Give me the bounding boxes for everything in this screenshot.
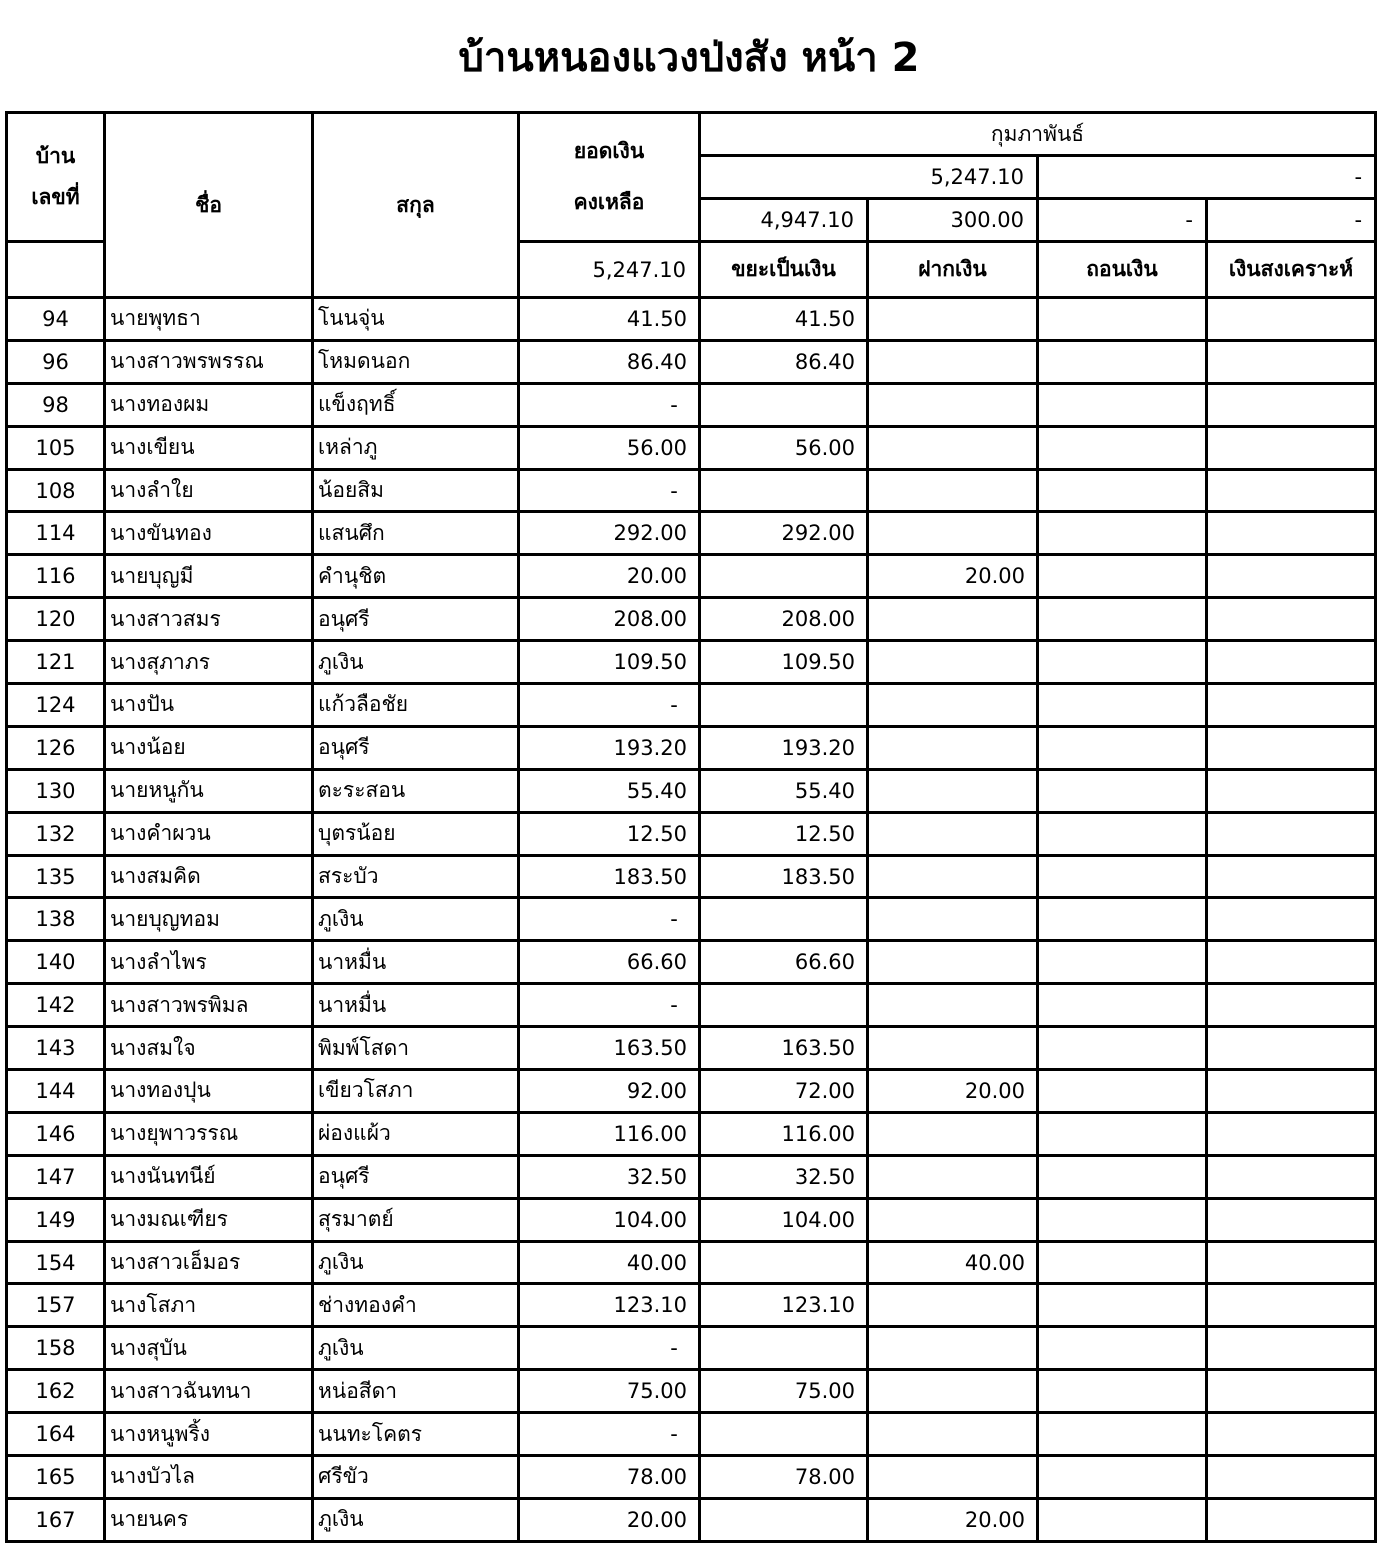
house-no-cell: 108	[7, 469, 105, 512]
deposit-cell	[868, 1027, 1038, 1070]
balance-cell: -	[519, 383, 700, 426]
deposit-cell	[868, 1155, 1038, 1198]
withdraw-cell	[1038, 1413, 1207, 1456]
withdraw-cell	[1038, 1070, 1207, 1113]
surname-cell: ผ่องแผ้ว	[313, 1112, 519, 1155]
name-cell: นางบัวไล	[105, 1456, 313, 1499]
surname-cell: ภูเงิน	[313, 898, 519, 941]
deposit-cell: 20.00	[868, 1498, 1038, 1541]
surname-cell: อนุศรี	[313, 726, 519, 769]
waste-cell: 86.40	[700, 340, 868, 383]
surname-cell: นนทะโคตร	[313, 1413, 519, 1456]
table-row	[7, 855, 1376, 898]
surname-cell: ภูเงิน	[313, 1498, 519, 1541]
name-cell: นางทองผม	[105, 383, 313, 426]
balance-cell: 40.00	[519, 1241, 700, 1284]
house-no-cell: 157	[7, 1284, 105, 1327]
waste-cell	[700, 1413, 868, 1456]
balance-cell: 104.00	[519, 1198, 700, 1241]
table-row	[7, 1456, 1376, 1499]
waste-cell	[700, 898, 868, 941]
house-no-cell: 144	[7, 1070, 105, 1113]
house-no-cell: 105	[7, 426, 105, 469]
balance-cell: 32.50	[519, 1155, 700, 1198]
withdraw-cell	[1038, 769, 1207, 812]
deposit-cell	[868, 1284, 1038, 1327]
balance-cell: 20.00	[519, 1498, 700, 1541]
house-no-cell: 146	[7, 1112, 105, 1155]
table-row	[7, 898, 1376, 941]
balance-cell: 292.00	[519, 512, 700, 555]
balance-cell: 86.40	[519, 340, 700, 383]
header-col-withdraw: ถอนเงิน	[1038, 242, 1207, 298]
surname-cell: โนนจุ่น	[313, 298, 519, 341]
withdraw-cell	[1038, 1456, 1207, 1499]
surname-cell: เหล่าภู	[313, 426, 519, 469]
waste-cell	[700, 1327, 868, 1370]
balance-cell: -	[519, 1413, 700, 1456]
deposit-cell	[868, 383, 1038, 426]
waste-cell	[700, 984, 868, 1027]
name-cell: นางปัน	[105, 684, 313, 727]
deposit-cell	[868, 726, 1038, 769]
header-month: กุมภาพันธ์	[700, 113, 1376, 156]
header-welfare-total: -	[1207, 199, 1376, 242]
house-no-cell: 140	[7, 941, 105, 984]
name-cell: นางเขียน	[105, 426, 313, 469]
header-surname: สกุล	[313, 113, 519, 298]
surname-cell: นาหมื่น	[313, 984, 519, 1027]
deposit-cell	[868, 855, 1038, 898]
waste-cell: 104.00	[700, 1198, 868, 1241]
welfare-cell	[1207, 1413, 1376, 1456]
welfare-cell	[1207, 1112, 1376, 1155]
table-row	[7, 984, 1376, 1027]
balance-cell: -	[519, 984, 700, 1027]
welfare-cell	[1207, 298, 1376, 341]
house-no-cell: 162	[7, 1370, 105, 1413]
name-cell: นางสาวพรพิมล	[105, 984, 313, 1027]
table-row	[7, 383, 1376, 426]
balance-cell: 183.50	[519, 855, 700, 898]
balance-cell: -	[519, 684, 700, 727]
balance-cell: 78.00	[519, 1456, 700, 1499]
waste-cell	[700, 1241, 868, 1284]
header-balance	[519, 113, 700, 242]
house-no-cell: 138	[7, 898, 105, 941]
withdraw-cell	[1038, 641, 1207, 684]
header-deposit-total: 300.00	[868, 199, 1038, 242]
waste-cell: 56.00	[700, 426, 868, 469]
name-cell: นางหนูพริ้ง	[105, 1413, 313, 1456]
surname-cell: คำนุชิต	[313, 555, 519, 598]
welfare-cell	[1207, 469, 1376, 512]
table-row	[7, 1284, 1376, 1327]
house-no-cell: 165	[7, 1456, 105, 1499]
house-no-cell: 126	[7, 726, 105, 769]
deposit-cell: 40.00	[868, 1241, 1038, 1284]
waste-cell: 193.20	[700, 726, 868, 769]
deposit-cell	[868, 1413, 1038, 1456]
table-row	[7, 1327, 1376, 1370]
name-cell: นางมณเฑียร	[105, 1198, 313, 1241]
surname-cell: สระบัว	[313, 855, 519, 898]
surname-cell: หน่อสีดา	[313, 1370, 519, 1413]
table-row	[7, 1198, 1376, 1241]
header-col-waste: ขยะเป็นเงิน	[700, 242, 868, 298]
surname-cell: อนุศรี	[313, 1155, 519, 1198]
welfare-cell	[1207, 898, 1376, 941]
waste-cell	[700, 383, 868, 426]
balance-cell: 163.50	[519, 1027, 700, 1070]
surname-cell: นาหมื่น	[313, 941, 519, 984]
house-no-cell: 167	[7, 1498, 105, 1541]
name-cell: นางสาวพรพรรณ	[105, 340, 313, 383]
withdraw-cell	[1038, 512, 1207, 555]
withdraw-cell	[1038, 598, 1207, 641]
deposit-cell	[868, 812, 1038, 855]
name-cell: นางสมคิด	[105, 855, 313, 898]
deposit-cell	[868, 1112, 1038, 1155]
header-balance-line2: คงเหลือ	[573, 190, 645, 214]
welfare-cell	[1207, 1155, 1376, 1198]
welfare-cell	[1207, 1027, 1376, 1070]
welfare-cell	[1207, 1370, 1376, 1413]
deposit-cell	[868, 769, 1038, 812]
welfare-cell	[1207, 340, 1376, 383]
balance-cell: 41.50	[519, 298, 700, 341]
table-row	[7, 469, 1376, 512]
deposit-cell	[868, 1198, 1038, 1241]
table-row	[7, 684, 1376, 727]
header-month-total-in: 5,247.10	[700, 156, 1038, 199]
waste-cell: 163.50	[700, 1027, 868, 1070]
deposit-cell	[868, 984, 1038, 1027]
name-cell: นางสุภาภร	[105, 641, 313, 684]
welfare-cell	[1207, 1498, 1376, 1541]
table-row	[7, 1070, 1376, 1113]
withdraw-cell	[1038, 1327, 1207, 1370]
surname-cell: ศรีขัว	[313, 1456, 519, 1499]
name-cell: นายนคร	[105, 1498, 313, 1541]
deposit-cell	[868, 1327, 1038, 1370]
house-no-cell: 121	[7, 641, 105, 684]
name-cell: นางสาวเอ็มอร	[105, 1241, 313, 1284]
welfare-cell	[1207, 641, 1376, 684]
deposit-cell	[868, 298, 1038, 341]
house-no-cell: 96	[7, 340, 105, 383]
balance-cell: 193.20	[519, 726, 700, 769]
waste-cell: 123.10	[700, 1284, 868, 1327]
balance-cell: 109.50	[519, 641, 700, 684]
header-name: ชื่อ	[105, 113, 313, 298]
withdraw-cell	[1038, 426, 1207, 469]
waste-cell: 292.00	[700, 512, 868, 555]
deposit-cell	[868, 684, 1038, 727]
name-cell: นายหนูกัน	[105, 769, 313, 812]
name-cell: นางทองปุน	[105, 1070, 313, 1113]
name-cell: นางลำไพร	[105, 941, 313, 984]
house-no-cell: 147	[7, 1155, 105, 1198]
waste-cell: 12.50	[700, 812, 868, 855]
surname-cell: ช่างทองคำ	[313, 1284, 519, 1327]
welfare-cell	[1207, 1456, 1376, 1499]
name-cell: นางสาวฉันทนา	[105, 1370, 313, 1413]
withdraw-cell	[1038, 1112, 1207, 1155]
house-no-cell: 158	[7, 1327, 105, 1370]
deposit-cell	[868, 941, 1038, 984]
balance-cell: 55.40	[519, 769, 700, 812]
deposit-cell	[868, 469, 1038, 512]
header-house-no-line1: บ้าน	[35, 144, 76, 168]
surname-cell: เขียวโสภา	[313, 1070, 519, 1113]
header-col-welfare: เงินสงเคราะห์	[1207, 242, 1376, 298]
waste-cell	[700, 555, 868, 598]
house-no-cell: 135	[7, 855, 105, 898]
welfare-cell	[1207, 598, 1376, 641]
house-no-cell: 116	[7, 555, 105, 598]
name-cell: นายบุญมี	[105, 555, 313, 598]
name-cell: นางโสภา	[105, 1284, 313, 1327]
waste-cell: 66.60	[700, 941, 868, 984]
deposit-cell	[868, 898, 1038, 941]
table-row	[7, 1241, 1376, 1284]
balance-cell: 208.00	[519, 598, 700, 641]
welfare-cell	[1207, 1070, 1376, 1113]
surname-cell: พิมพ์โสดา	[313, 1027, 519, 1070]
waste-cell	[700, 469, 868, 512]
balance-cell: -	[519, 898, 700, 941]
table-row	[7, 298, 1376, 341]
withdraw-cell	[1038, 1498, 1207, 1541]
withdraw-cell	[1038, 469, 1207, 512]
table-row	[7, 941, 1376, 984]
header-house-no-line2: เลขที่	[31, 185, 80, 209]
name-cell: นางขันทอง	[105, 512, 313, 555]
welfare-cell	[1207, 726, 1376, 769]
deposit-cell	[868, 641, 1038, 684]
deposit-cell: 20.00	[868, 1070, 1038, 1113]
withdraw-cell	[1038, 941, 1207, 984]
balance-cell: 12.50	[519, 812, 700, 855]
house-no-cell: 124	[7, 684, 105, 727]
surname-cell: แก้วลือชัย	[313, 684, 519, 727]
house-no-cell: 149	[7, 1198, 105, 1241]
table-row	[7, 1498, 1376, 1541]
welfare-cell	[1207, 684, 1376, 727]
header-withdraw-total: -	[1038, 199, 1207, 242]
welfare-cell	[1207, 1327, 1376, 1370]
name-cell: นางสาวสมร	[105, 598, 313, 641]
withdraw-cell	[1038, 298, 1207, 341]
table-body	[7, 298, 1376, 1542]
withdraw-cell	[1038, 1241, 1207, 1284]
waste-cell: 183.50	[700, 855, 868, 898]
welfare-cell	[1207, 812, 1376, 855]
withdraw-cell	[1038, 555, 1207, 598]
table-row	[7, 1370, 1376, 1413]
welfare-cell	[1207, 512, 1376, 555]
welfare-cell	[1207, 555, 1376, 598]
welfare-cell	[1207, 426, 1376, 469]
balance-cell: 116.00	[519, 1112, 700, 1155]
withdraw-cell	[1038, 855, 1207, 898]
table-row	[7, 340, 1376, 383]
welfare-cell	[1207, 1241, 1376, 1284]
waste-cell: 55.40	[700, 769, 868, 812]
deposit-cell: 20.00	[868, 555, 1038, 598]
savings-table	[5, 111, 1377, 1543]
table-row	[7, 1027, 1376, 1070]
withdraw-cell	[1038, 1198, 1207, 1241]
balance-cell: 123.10	[519, 1284, 700, 1327]
name-cell: นางสุบัน	[105, 1327, 313, 1370]
balance-cell: 56.00	[519, 426, 700, 469]
house-no-cell: 154	[7, 1241, 105, 1284]
name-cell: นางคำผวน	[105, 812, 313, 855]
balance-cell: 75.00	[519, 1370, 700, 1413]
header-col-deposit: ฝากเงิน	[868, 242, 1038, 298]
deposit-cell	[868, 1456, 1038, 1499]
name-cell: นางยุพาวรรณ	[105, 1112, 313, 1155]
table-row	[7, 641, 1376, 684]
name-cell: นายพุทธา	[105, 298, 313, 341]
house-no-cell: 94	[7, 298, 105, 341]
withdraw-cell	[1038, 1370, 1207, 1413]
welfare-cell	[1207, 1284, 1376, 1327]
withdraw-cell	[1038, 1155, 1207, 1198]
withdraw-cell	[1038, 684, 1207, 727]
surname-cell: แข็งฤทธิ์	[313, 383, 519, 426]
house-no-cell: 98	[7, 383, 105, 426]
surname-cell: ภูเงิน	[313, 1241, 519, 1284]
balance-cell: 20.00	[519, 555, 700, 598]
withdraw-cell	[1038, 1027, 1207, 1070]
surname-cell: สุรมาตย์	[313, 1198, 519, 1241]
name-cell: นางนันทนีย์	[105, 1155, 313, 1198]
surname-cell: ตะระสอน	[313, 769, 519, 812]
welfare-cell	[1207, 984, 1376, 1027]
waste-cell	[700, 684, 868, 727]
surname-cell: บุตรน้อย	[313, 812, 519, 855]
waste-cell: 72.00	[700, 1070, 868, 1113]
name-cell: นายบุญทอม	[105, 898, 313, 941]
table-row	[7, 812, 1376, 855]
table-row	[7, 426, 1376, 469]
header-house-no	[7, 113, 105, 242]
welfare-cell	[1207, 769, 1376, 812]
balance-cell: -	[519, 1327, 700, 1370]
name-cell: นางน้อย	[105, 726, 313, 769]
header-house-no-spacer	[7, 242, 105, 298]
header-waste-total: 4,947.10	[700, 199, 868, 242]
waste-cell: 78.00	[700, 1456, 868, 1499]
surname-cell: อนุศรี	[313, 598, 519, 641]
waste-cell: 116.00	[700, 1112, 868, 1155]
table-row	[7, 1155, 1376, 1198]
house-no-cell: 142	[7, 984, 105, 1027]
table-row	[7, 726, 1376, 769]
table-row	[7, 555, 1376, 598]
header-month-total-out: -	[1038, 156, 1376, 199]
table-row	[7, 598, 1376, 641]
surname-cell: โหมดนอก	[313, 340, 519, 383]
deposit-cell	[868, 426, 1038, 469]
house-no-cell: 132	[7, 812, 105, 855]
surname-cell: ภูเงิน	[313, 641, 519, 684]
header-balance-total: 5,247.10	[519, 242, 700, 298]
withdraw-cell	[1038, 984, 1207, 1027]
balance-cell: 92.00	[519, 1070, 700, 1113]
welfare-cell	[1207, 941, 1376, 984]
withdraw-cell	[1038, 1284, 1207, 1327]
house-no-cell: 130	[7, 769, 105, 812]
table-row	[7, 512, 1376, 555]
house-no-cell: 120	[7, 598, 105, 641]
table-row	[7, 1112, 1376, 1155]
deposit-cell	[868, 340, 1038, 383]
waste-cell: 75.00	[700, 1370, 868, 1413]
waste-cell	[700, 1498, 868, 1541]
withdraw-cell	[1038, 898, 1207, 941]
name-cell: นางลำใย	[105, 469, 313, 512]
table-row	[7, 1413, 1376, 1456]
welfare-cell	[1207, 383, 1376, 426]
deposit-cell	[868, 598, 1038, 641]
house-no-cell: 143	[7, 1027, 105, 1070]
withdraw-cell	[1038, 383, 1207, 426]
waste-cell: 41.50	[700, 298, 868, 341]
balance-cell: 66.60	[519, 941, 700, 984]
deposit-cell	[868, 512, 1038, 555]
waste-cell: 208.00	[700, 598, 868, 641]
balance-cell: -	[519, 469, 700, 512]
deposit-cell	[868, 1370, 1038, 1413]
page-title: บ้านหนองแวงป่งสัง หน้า 2	[458, 35, 920, 81]
waste-cell: 109.50	[700, 641, 868, 684]
surname-cell: แสนศึก	[313, 512, 519, 555]
welfare-cell	[1207, 855, 1376, 898]
house-no-cell: 114	[7, 512, 105, 555]
table-row	[7, 769, 1376, 812]
surname-cell: น้อยสิม	[313, 469, 519, 512]
withdraw-cell	[1038, 340, 1207, 383]
surname-cell: ภูเงิน	[313, 1327, 519, 1370]
withdraw-cell	[1038, 812, 1207, 855]
withdraw-cell	[1038, 726, 1207, 769]
name-cell: นางสมใจ	[105, 1027, 313, 1070]
house-no-cell: 164	[7, 1413, 105, 1456]
header-balance-line1: ยอดเงิน	[573, 139, 645, 163]
waste-cell: 32.50	[700, 1155, 868, 1198]
welfare-cell	[1207, 1198, 1376, 1241]
